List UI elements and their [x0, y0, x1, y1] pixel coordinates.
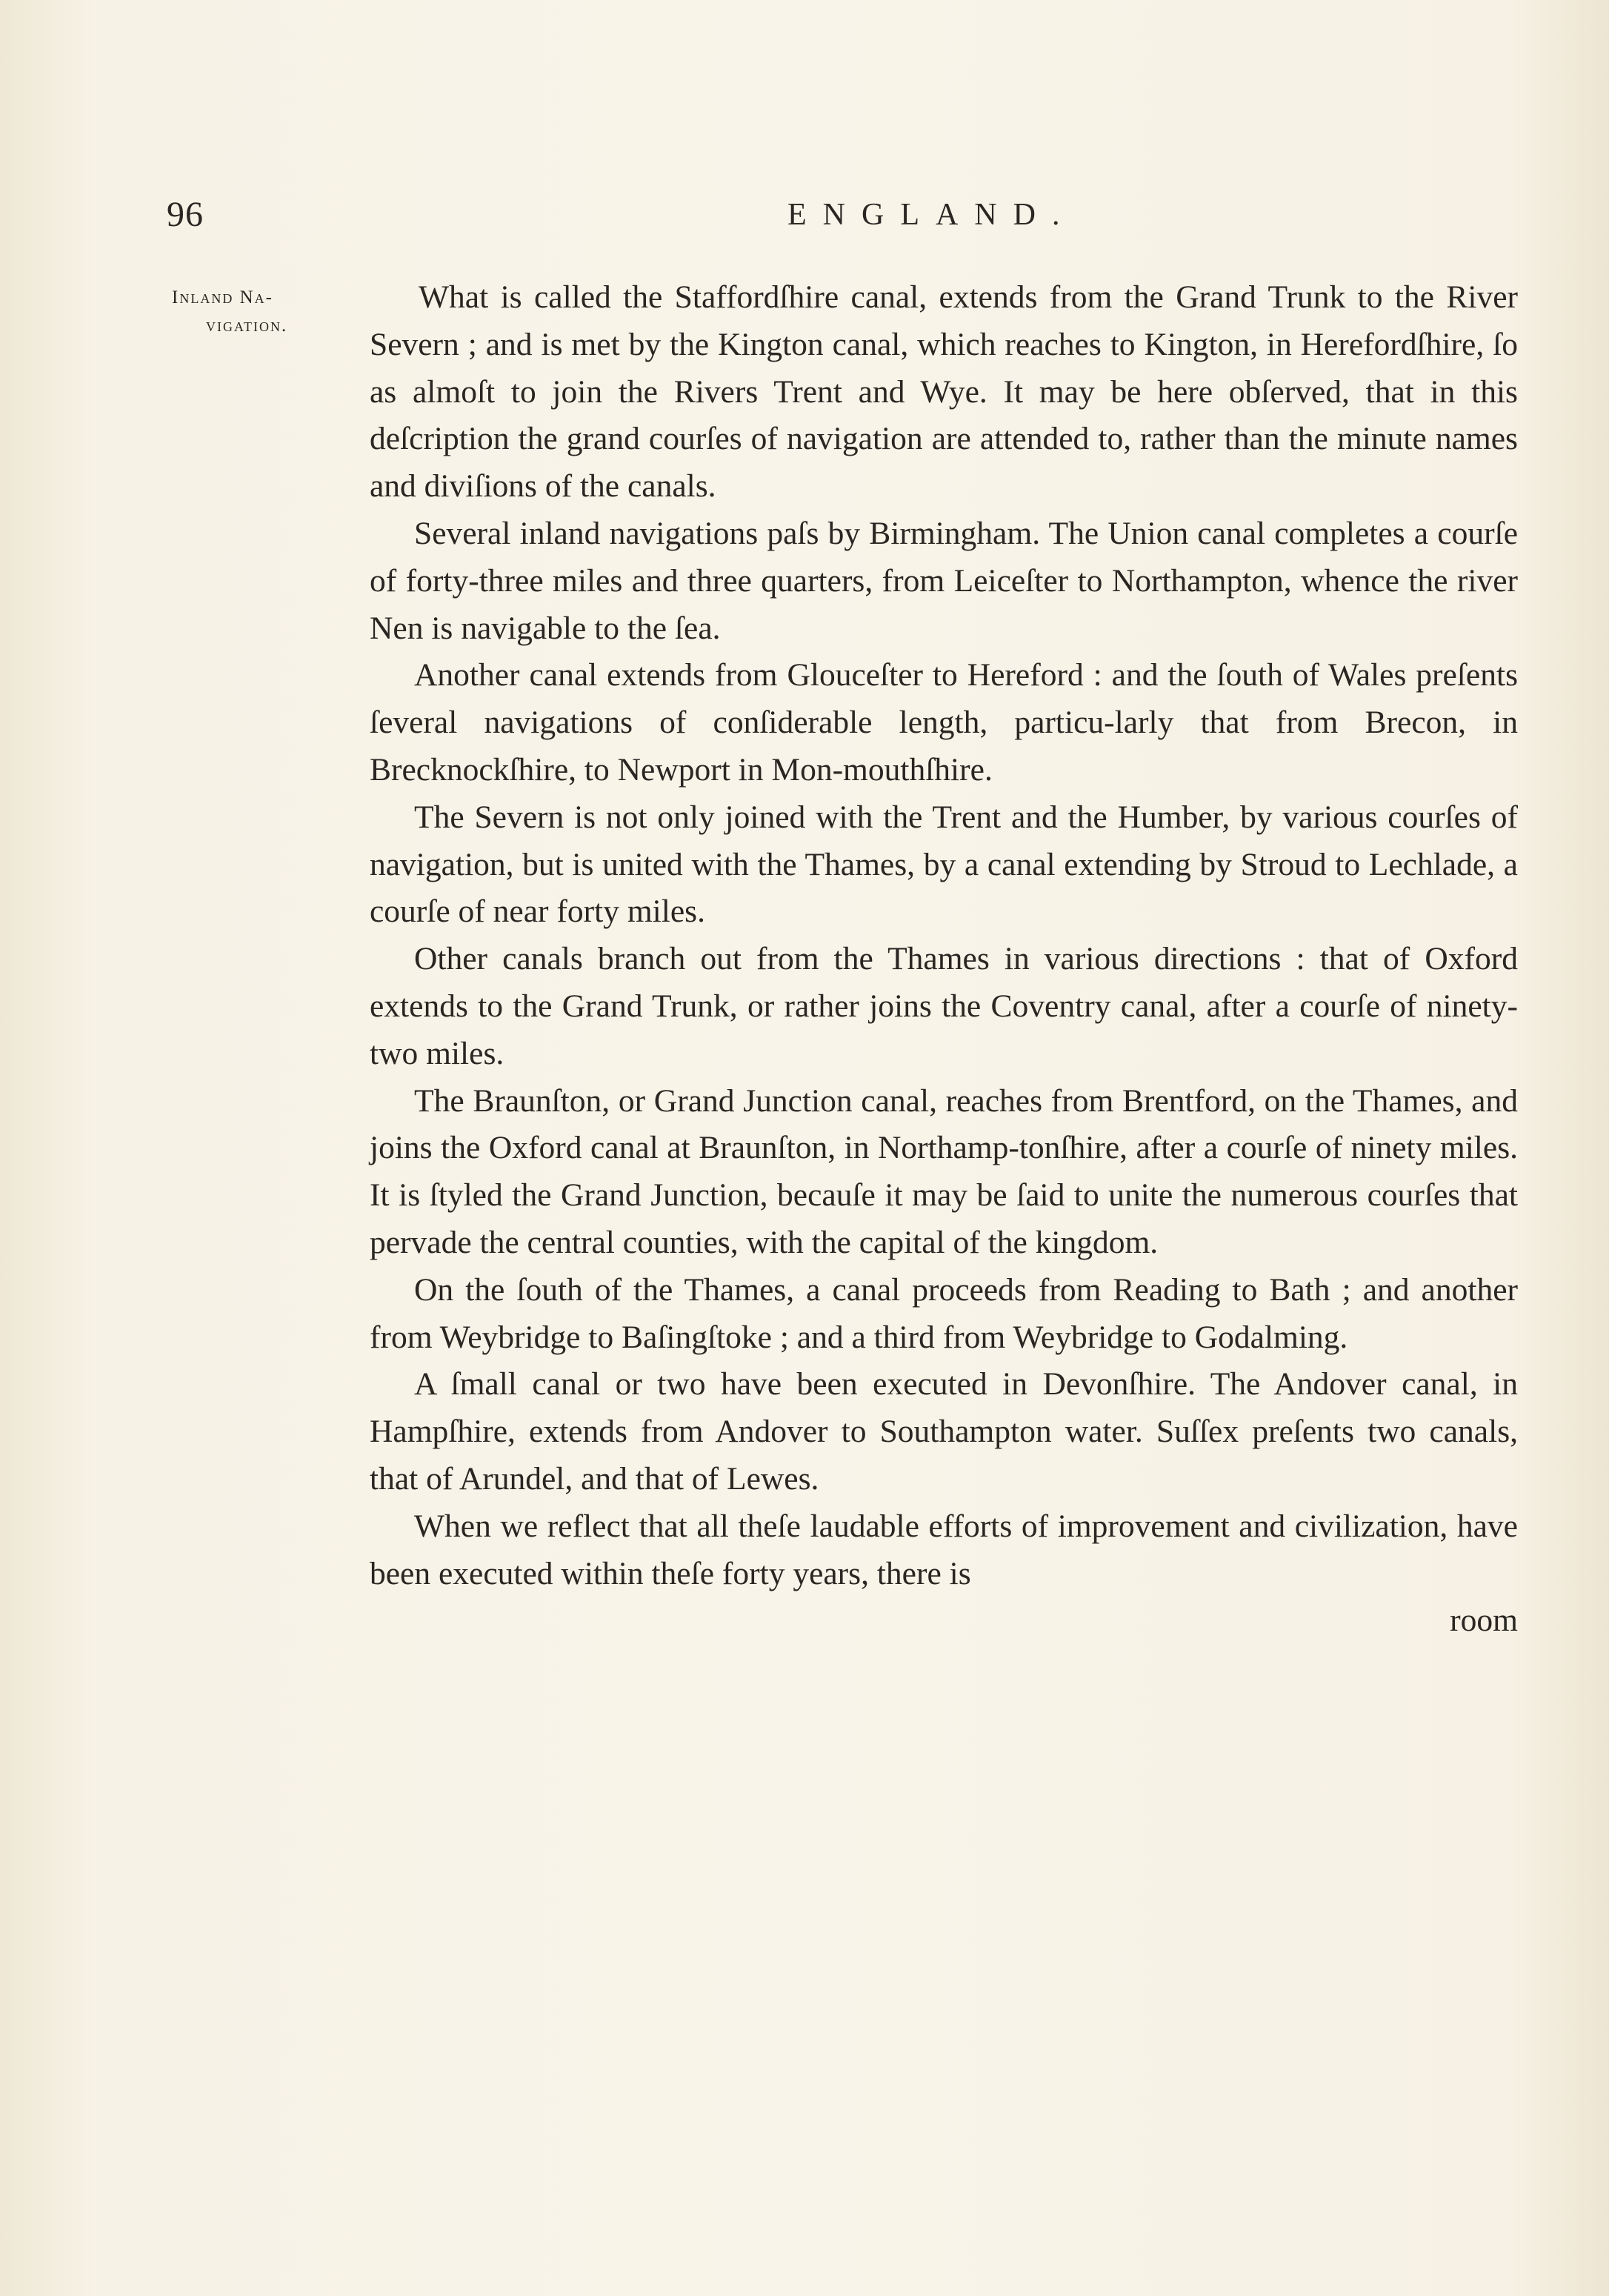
running-head: ENGLAND.	[787, 198, 1076, 232]
paragraph-5: Other canals branch out from the Thames in various directions : that of Oxford extends to the Grand Trunk, or rather joins the Coventry canal, after a courſe of ninety-two miles.	[370, 941, 1518, 1071]
body-text	[370, 274, 1518, 1645]
catchword: room	[1450, 1603, 1518, 1639]
paragraph-2: Several inland navigations paſs by Birmingham. The Union canal completes a courſe of forty-three miles and three quarters, from Leiceſter to Northampton, whence the river Nen is navigable to the ſea.	[370, 515, 1518, 646]
margin-note	[172, 284, 350, 340]
margin-note-line-1: Inland Na-	[172, 287, 273, 307]
paragraph-4: The Severn is not only joined with the Trent and the Humber, by various courſes of navigation, but is united with the Thames, by a canal extending by Stroud to Lechlade, a courſe of near forty miles.	[370, 799, 1518, 930]
margin-note-line-2: vigation.	[206, 316, 288, 336]
paragraph-8: A ſmall canal or two have been executed in Devonſhire. The Andover canal, in Hampſhire, extends from Andover to Southampton water. Suſſex preſents two canals, that of Arundel, and that of Lewes.	[370, 1366, 1518, 1497]
paragraph-7: On the ſouth of the Thames, a canal proceeds from Reading to Bath ; and another from Weybridge to Baſingſtoke ; and a third from Weybridge to Godalming.	[370, 1271, 1518, 1355]
paragraph-1: What is called the Staffordſhire canal, extends from the Grand Trunk to the River Severn ; and is met by the Kington canal, which reaches to Kington, in Herefordſhire, ſo as almoſt to join the Rivers Trent and Wye. It may be here obſerved, that in this deſcription the grand courſes of navigation are attended to, rather than the minute names and diviſions of the canals.	[370, 279, 1518, 505]
paragraph-6: The Braunſton, or Grand Junction canal, reaches from Brentford, on the Thames, and joins the Oxford canal at Braunſton, in Northamp-tonſhire, after a courſe of ninety miles. It is ſtyled the Grand Junction, becauſe it may be ſaid to unite the numerous courſes that pervade the central counties, with the capital of the kingdom.	[370, 1082, 1518, 1260]
page-number: 96	[167, 195, 204, 234]
paragraph-9: When we reflect that all theſe laudable efforts of improvement and civilization, have been executed within theſe forty years, there is	[370, 1508, 1518, 1591]
paragraph-3: Another canal extends from Glouceſter to Hereford : and the ſouth of Wales preſents ſeveral navigations of conſiderable length, particu-larly that from Brecon, in Brecknockſhire, to Newport in Mon-mouthſhire.	[370, 657, 1518, 788]
